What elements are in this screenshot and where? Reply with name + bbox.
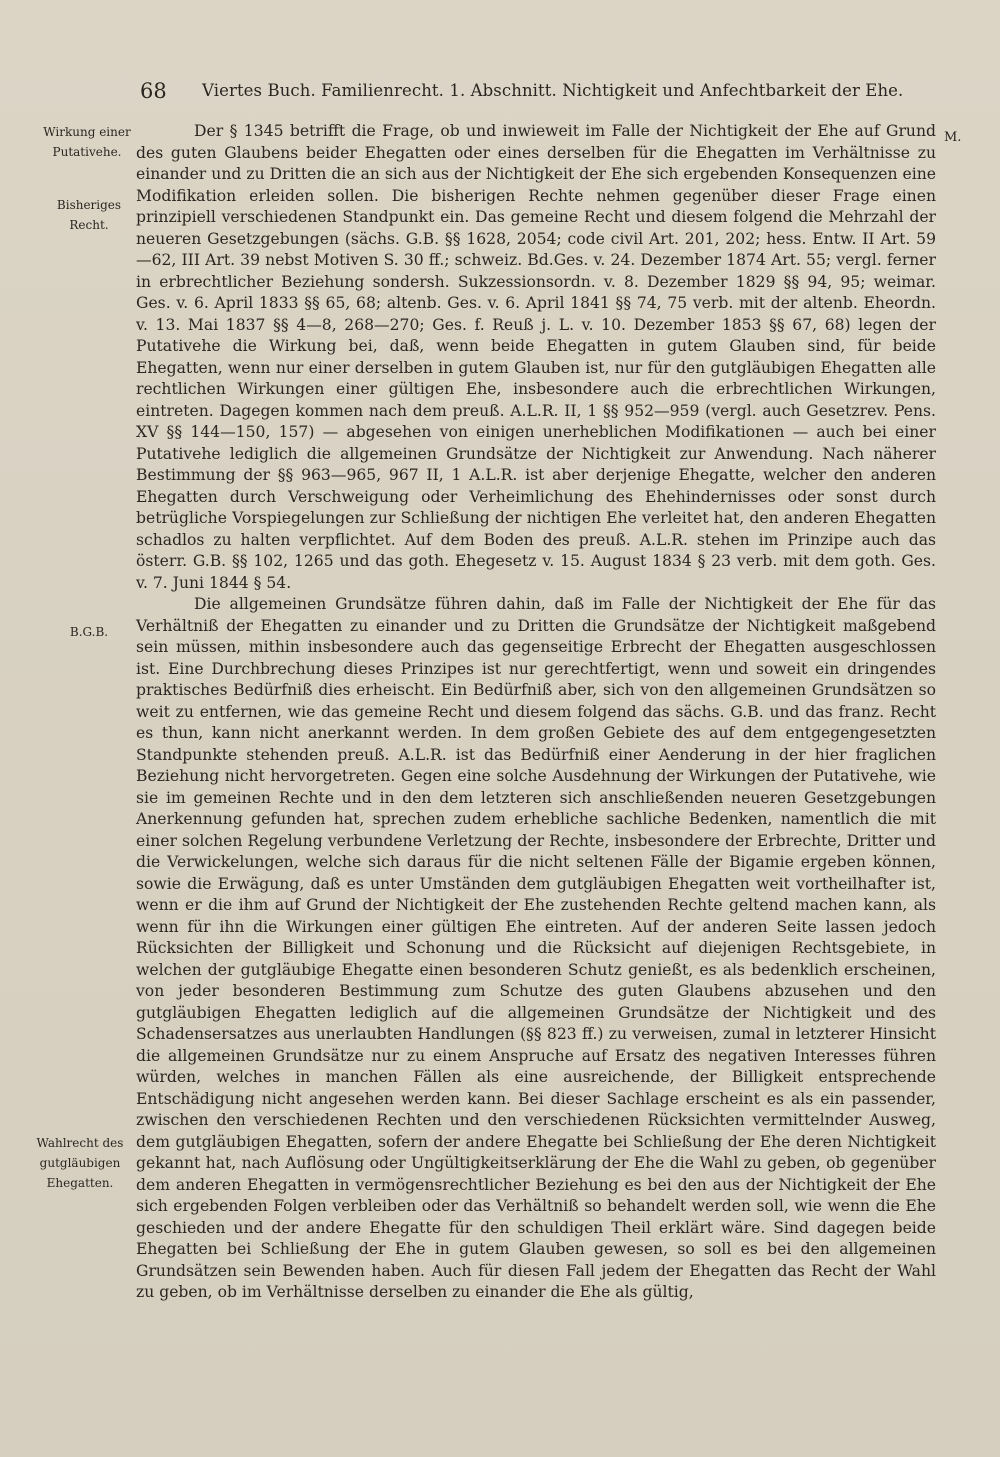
margin-note-bisheriges-recht: Bisheriges Recht. [56, 198, 122, 232]
page-number: 68 [140, 79, 167, 103]
margin-note-putativehe: Wirkung einer Putativehe. [43, 125, 131, 159]
running-head: Viertes Buch. Familienrecht. 1. Abschnitt. Nichtigkeit und Anfechtbarkeit der Ehe. [202, 81, 904, 100]
margin-note-bgb: B.G.B. [69, 625, 109, 639]
paragraph: Der § 1345 betrifft die Frage, ob und inwieweit im Falle der Nichtigkeit der Ehe auf Grund des guten Glaubens beider Ehegatten oder eines derselben für die Ehegatten im Verhältnisse zu einander und zu Dritten die an sich aus der Nichtigkeit der Ehe sich ergebenden Konsequenzen eine Modifikation erleiden sollen. Die bisherigen Rechte nehmen gegenüber dieser Frage einen prinzipiell verschiedenen Standpunkt ein. Das gemeine Recht und diesem folgend die Mehrzahl der neueren Gesetzgebungen (sächs. G.B. §§ 1628, 2054; code civil Art. 201, 202; hess. Entw. II Art. 59—62, III Art. 39 nebst Motiven S. 30 ff.; schweiz. Bd.Ges. v. 24. Dezember 1874 Art. 55; vergl. ferner in erbrechtlicher Beziehung sondersh. Sukzessionsordn. v. 8. Dezember 1829 §§ 94, 95; weimar. Ges. v. 6. April 1833 §§ 65, 68; altenb. Ges. v. 6. April 1841 §§ 74, 75 verb. mit der altenb. Eheordn. v. 13. Mai 1837 §§ 4—8, 268—270; Ges. f. Reuß j. L. v. 10. Dezember 1853 §§ 67, 68) legen der Putativehe die Wirkung bei, daß, wenn beide Ehegatten in gutem Glauben sind, für beide Ehegatten, wenn nur einer derselben in gutem Glauben ist, nur für den gutgläubigen Ehegatten alle rechtlichen Wirkungen einer gültigen Ehe, insbesondere auch die erbrechtlichen Wirkungen, eintreten. Dagegen kommen nach dem preuß. A.L.R. II, 1 §§ 952—959 (vergl. auch Gesetzrev. Pens. XV §§ 144—150, 157) — abgesehen von einigen unerheblichen Modifikationen — auch bei einer Putativehe lediglich die allgemeinen Grundsätze der Nichtigkeit zur Anwendung. Nach näherer Bestimmung der §§ 963—965, 967 II, 1 A.L.R. ist aber derjenige Ehegatte, welcher den anderen Ehegatten durch Verschweigung oder Verheimlichung des Ehehindernisses oder sonst durch betrügliche Vorspiegelungen zur Schließung der nichtigen Ehe verleitet hat, den anderen Ehegatten schadlos zu halten verpflichtet. Auf dem Boden des preuß. A.L.R. stehen im Prinzipe auch das österr. G.B. §§ 102, 1265 und das goth. Ehegesetz v. 15. August 1834 § 23 verb. mit dem goth. Ges. v. 7. Juni 1844 § 54. [136, 122, 936, 592]
page-header [140, 76, 904, 106]
main-text [136, 121, 936, 1304]
margin-note-wahlrecht: Wahlrecht des gutgläubigen Ehegatten. [36, 1136, 124, 1190]
paragraph: Die allgemeinen Grundsätze führen dahin, daß im Falle der Nichtigkeit der Ehe für das Verhältniß der Ehegatten zu einander und zu Dritten die Grundsätze der Nichtigkeit maßgebend sein müssen, mithin insbesondere auch das gegenseitige Erbrecht der Ehegatten ausgeschlossen ist. Eine Durchbrechung dieses Prinzipes ist nur gerechtfertigt, wenn und soweit ein dringendes praktisches Bedürfniß dies erheischt. Ein Bedürfniß aber, sich von den allgemeinen Grundsätzen so weit zu entfernen, wie das gemeine Recht und diesem folgend das sächs. G.B. und das franz. Recht es thun, kann nicht anerkannt werden. In dem großen Gebiete des auf dem entgegengesetzten Standpunkte stehenden preuß. A.L.R. ist das Bedürfniß einer Aenderung in der hier fraglichen Beziehung nicht hervorgetreten. Gegen eine solche Ausdehnung der Wirkungen der Putativehe, wie sie im gemeinen Rechte und in den dem letzteren sich anschließenden neueren Gesetzgebungen Anerkennung gefunden hat, sprechen zudem erhebliche sachliche Bedenken, namentlich die mit einer solchen Regelung verbundene Verletzung der Rechte, insbesondere der Erbrechte, Dritter und die Verwickelungen, welche sich daraus für die nicht seltenen Fälle der Bigamie ergeben können, sowie die Erwägung, daß es unter Umständen dem gutgläubigen Ehegatten weit vortheilhafter ist, wenn er die ihm auf Grund der Nichtigkeit der Ehe zustehenden Rechte geltend machen kann, als wenn für ihn die Wirkungen einer gültigen Ehe eintreten. Auf der anderen Seite lassen jedoch Rücksichten der Billigkeit und Schonung und die Rücksicht auf diejenigen Rechtsgebiete, in welchen der gutgläubige Ehegatte einen besonderen Schutz genießt, es als bedenklich erscheinen, von jeder besonderen Bestimmung zum Schutze des guten Glaubens abzusehen und den gutgläubigen Ehegatten lediglich auf die allgemeinen Grundsätze der Nichtigkeit und des Schadensersatzes aus unerlaubten Handlungen (§§ 823 ff.) zu verweisen, zumal in letzterer Hinsicht die allgemeinen Grundsätze nur zu einem Anspruche auf Ersatz des negativen Interesses führen würden, welches in manchen Fällen als eine ausreichende, der Billigkeit entsprechende Entschädigung nicht angesehen werden kann. Bei dieser Sachlage erscheint es als ein passender, zwischen den verschiedenen Rechten und den verschiedenen Rücksichten vermittelnder Ausweg, dem gutgläubigen Ehegatten, sofern der andere Ehegatte bei Schließung der Ehe deren Nichtigkeit gekannt hat, nach Auflösung oder Ungültigkeitserklärung der Ehe die Wahl zu geben, ob gegenüber dem anderen Ehegatten in vermögensrechtlicher Beziehung es bei den aus der Nichtigkeit der Ehe sich ergebenden Folgen verbleiben oder das Verhältniß so behandelt werden soll, wie wenn die Ehe geschieden und der andere Ehegatte für den schuldigen Theil erklärt wäre. Sind dagegen beide Ehegatten bei Schließung der Ehe in gutem Glauben gewesen, so soll es bei den allgemeinen Grundsätzen sein Bewenden haben. Auch für diesen Fall jedem der Ehegatten das Recht der Wahl zu geben, ob im Verhältnisse derselben zu einander die Ehe als gültig, [136, 595, 936, 1301]
margin-mark: M. [944, 130, 962, 145]
